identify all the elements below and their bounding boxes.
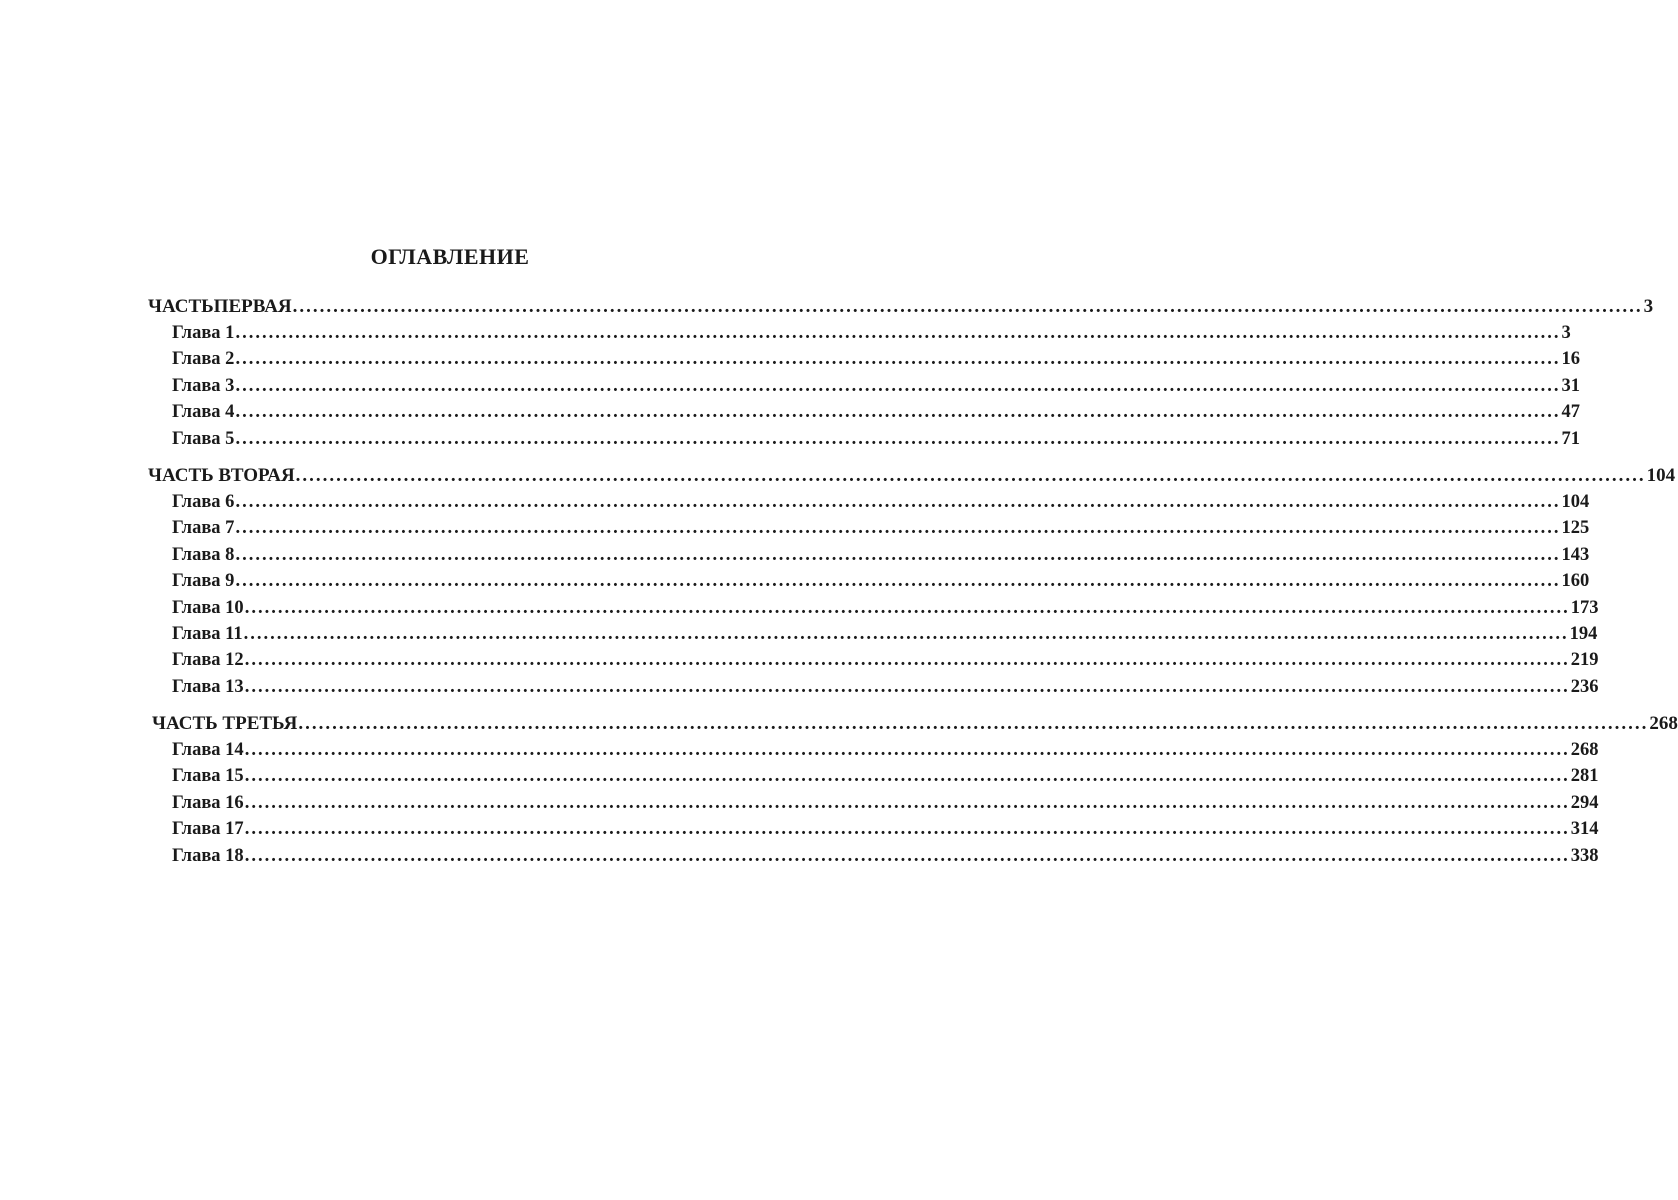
dot-leader: ........................................................................................................................................................................................................ <box>244 650 1570 671</box>
dot-leader: ........................................................................................................................................................................................................ <box>243 623 1569 644</box>
dot-leader: ........................................................................................................................................................................................................ <box>235 428 1561 449</box>
dot-leader: ........................................................................................................................................................................................................ <box>235 375 1561 396</box>
toc-chapter-entry[interactable] <box>152 766 1599 792</box>
part-label: ЧАСТЬ ТРЕТЬЯ <box>152 713 298 735</box>
page-number: 294 <box>1570 792 1599 813</box>
page-number: 268 <box>1570 740 1599 761</box>
dot-leader: ........................................................................................................................................................................................................ <box>235 491 1561 512</box>
page-number: 143 <box>1561 544 1590 565</box>
toc-chapter-entry[interactable] <box>148 402 1580 428</box>
chapter-label: Глава 12 <box>172 650 244 671</box>
dot-leader: ........................................................................................................................................................................................................ <box>244 845 1570 866</box>
dot-leader: ........................................................................................................................................................................................................ <box>244 792 1570 813</box>
toc-chapter-entry[interactable] <box>148 597 1599 624</box>
dot-leader: ........................................................................................................................................................................................................ <box>235 518 1561 539</box>
page-number: 104 <box>1561 491 1590 512</box>
page-number: 268 <box>1649 713 1678 735</box>
toc-part-3 <box>152 713 1678 872</box>
toc-part-heading[interactable] <box>148 464 1676 492</box>
toc-chapter-entry[interactable] <box>148 323 1571 349</box>
chapter-label: Глава 6 <box>172 491 235 512</box>
chapter-label: Глава 14 <box>172 740 244 761</box>
chapter-label: Глава 10 <box>172 597 244 618</box>
page-number: 47 <box>1561 402 1580 423</box>
dot-leader: ........................................................................................................................................................................................................ <box>235 349 1561 370</box>
toc-chapter-entry[interactable] <box>148 571 1590 597</box>
dot-leader: ........................................................................................................................................................................................................ <box>235 323 1561 343</box>
chapter-label: Глава 11 <box>172 623 243 644</box>
dot-leader: ........................................................................................................................................................................................................ <box>244 676 1570 697</box>
page-number: 219 <box>1570 650 1599 671</box>
toc-chapter-entry[interactable] <box>148 491 1590 518</box>
page-number: 173 <box>1570 597 1599 618</box>
page-number: 160 <box>1561 571 1590 592</box>
toc-chapter-entry[interactable] <box>152 792 1599 819</box>
table-of-contents <box>148 296 1678 882</box>
page-number: 71 <box>1561 428 1580 449</box>
page-number: 236 <box>1570 676 1599 697</box>
toc-chapter-entry[interactable] <box>148 650 1599 676</box>
toc-part-heading[interactable] <box>152 713 1678 740</box>
toc-part-1 <box>148 296 1654 455</box>
dot-leader: ........................................................................................................................................................................................................ <box>244 597 1570 618</box>
chapter-label: Глава 8 <box>172 544 235 565</box>
toc-part-heading[interactable] <box>148 296 1654 323</box>
toc-chapter-entry[interactable] <box>148 518 1590 544</box>
chapter-label: Глава 7 <box>172 518 235 539</box>
toc-chapter-entry[interactable] <box>148 544 1590 571</box>
page-number: 3 <box>1643 296 1654 317</box>
chapter-label: Глава 2 <box>172 349 235 370</box>
page-number: 338 <box>1570 845 1599 866</box>
page-number: 3 <box>1561 323 1571 343</box>
page-number: 16 <box>1561 349 1580 370</box>
chapter-label: Глава 16 <box>172 792 244 813</box>
chapter-label: Глава 17 <box>172 819 244 840</box>
page-number: 31 <box>1561 375 1580 396</box>
chapter-label: Глава 5 <box>172 428 235 449</box>
toc-chapter-entry[interactable] <box>152 819 1599 845</box>
chapter-label: Глава 13 <box>172 676 244 697</box>
page-number: 125 <box>1561 518 1590 539</box>
chapter-label: Глава 15 <box>172 766 244 787</box>
page-number: 104 <box>1646 464 1676 486</box>
toc-chapter-entry[interactable] <box>148 349 1580 375</box>
toc-title: ОГЛАВЛЕНИЕ <box>370 244 530 269</box>
chapter-label: Глава 3 <box>172 375 235 396</box>
toc-part-2 <box>148 464 1676 703</box>
page-number: 281 <box>1570 766 1599 787</box>
dot-leader: ........................................................................................................................................................................................................ <box>235 571 1561 592</box>
dot-leader: ........................................................................................................................................................................................................ <box>235 544 1561 565</box>
toc-chapter-entry[interactable] <box>152 740 1599 766</box>
toc-chapter-entry[interactable] <box>148 623 1598 650</box>
chapter-label: Глава 4 <box>172 402 235 423</box>
toc-chapter-entry[interactable] <box>148 375 1580 402</box>
dot-leader: ........................................................................................................................................................................................................ <box>244 819 1570 840</box>
dot-leader: ........................................................................................................................................................................................................ <box>235 402 1561 423</box>
dot-leader: ........................................................................................................................................................................................................ <box>292 296 1643 317</box>
dot-leader: ........................................................................................................................................................................................................ <box>295 464 1646 486</box>
dot-leader: ........................................................................................................................................................................................................ <box>244 766 1570 787</box>
chapter-label: Глава 18 <box>172 845 244 866</box>
toc-chapter-entry[interactable] <box>148 676 1599 703</box>
page-number: 194 <box>1569 623 1598 644</box>
dot-leader: ........................................................................................................................................................................................................ <box>298 713 1649 735</box>
part-label: ЧАСТЬПЕРВАЯ <box>148 296 292 317</box>
toc-chapter-entry[interactable] <box>152 845 1599 872</box>
chapter-label: Глава 1 <box>172 323 235 343</box>
page-number: 314 <box>1570 819 1599 840</box>
part-label: ЧАСТЬ ВТОРАЯ <box>148 464 295 486</box>
dot-leader: ........................................................................................................................................................................................................ <box>244 740 1570 761</box>
chapter-label: Глава 9 <box>172 571 235 592</box>
toc-chapter-entry[interactable] <box>148 428 1580 455</box>
